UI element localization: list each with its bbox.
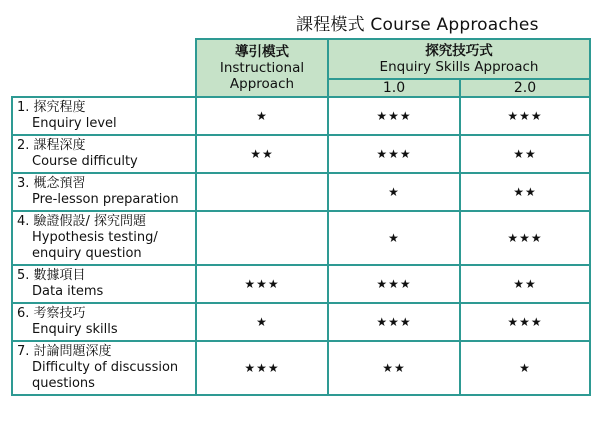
- rating-stars: ★★★: [328, 303, 460, 341]
- rating-stars: [196, 211, 328, 265]
- row-label-zh: 考察技巧: [33, 306, 86, 321]
- rating-stars: ★★★: [328, 135, 460, 173]
- table-row: [12, 341, 590, 395]
- row-number: 7.: [17, 344, 30, 359]
- instructional-header-en1: Instructional: [219, 60, 305, 76]
- row-label: [12, 97, 196, 135]
- rating-stars: ★: [460, 341, 590, 395]
- course-approaches-table: [11, 38, 591, 396]
- rating-stars: ★★: [460, 135, 590, 173]
- enquiry-header-zh: 探究技巧式: [425, 43, 493, 59]
- row-label: [12, 135, 196, 173]
- rating-stars: ★★★: [196, 265, 328, 303]
- row-number: 4.: [17, 214, 30, 229]
- row-label-en: Course difficulty: [32, 154, 138, 169]
- enquiry-header-en: Enquiry Skills Approach: [379, 59, 539, 75]
- row-label: [12, 211, 196, 265]
- row-label-en: Hypothesis testing/: [32, 230, 158, 245]
- rating-stars: ★: [196, 303, 328, 341]
- row-number: 5.: [17, 268, 30, 283]
- row-label-en: questions: [32, 376, 95, 391]
- rating-stars: ★★: [196, 135, 328, 173]
- rating-stars: ★★★: [460, 303, 590, 341]
- row-number: 6.: [17, 306, 30, 321]
- rating-stars: ★★: [460, 265, 590, 303]
- enquiry-version-2-header: 2.0: [460, 79, 590, 97]
- row-label: [12, 265, 196, 303]
- table-row: [12, 173, 590, 211]
- rating-stars: ★★★: [460, 97, 590, 135]
- row-label-en: enquiry question: [32, 246, 142, 261]
- rating-stars: ★★★: [328, 97, 460, 135]
- rating-stars: [196, 173, 328, 211]
- row-label-en: Data items: [32, 284, 104, 299]
- rating-stars: ★: [328, 211, 460, 265]
- row-label: [12, 341, 196, 395]
- row-label-en: Pre-lesson preparation: [32, 192, 179, 207]
- table-row: [12, 265, 590, 303]
- header-blank-cell: [12, 39, 196, 97]
- row-number: 2.: [17, 138, 30, 153]
- instructional-approach-header: [196, 39, 328, 97]
- row-label-en: Enquiry skills: [32, 322, 118, 337]
- enquiry-approach-header: [328, 39, 590, 79]
- rating-stars: ★★★: [460, 211, 590, 265]
- row-label-en: Difficulty of discussion: [32, 360, 179, 375]
- rating-stars: ★★: [328, 341, 460, 395]
- instructional-header-zh: 導引模式: [235, 44, 289, 60]
- row-label-zh: 課程深度: [33, 138, 86, 153]
- row-label-zh: 驗證假設/ 探究問題: [33, 214, 147, 229]
- rating-stars: ★: [196, 97, 328, 135]
- row-label: [12, 173, 196, 211]
- rating-stars: ★★: [460, 173, 590, 211]
- rating-stars: ★★★: [328, 265, 460, 303]
- rating-stars: ★★★: [196, 341, 328, 395]
- table-row: [12, 135, 590, 173]
- row-label-zh: 數據項目: [33, 268, 86, 283]
- table-row: [12, 97, 590, 135]
- table-row: [12, 211, 590, 265]
- row-number: 1.: [17, 100, 30, 115]
- page-title: 課程模式 Course Approaches: [296, 15, 539, 35]
- row-label-en: Enquiry level: [32, 116, 117, 131]
- row-label-zh: 探究程度: [33, 100, 86, 115]
- enquiry-version-1-header: 1.0: [328, 79, 460, 97]
- row-label-zh: 概念預習: [33, 176, 86, 191]
- row-label-zh: 討論問題深度: [33, 344, 112, 359]
- row-number: 3.: [17, 176, 30, 191]
- row-label: [12, 303, 196, 341]
- table-row: [12, 303, 590, 341]
- rating-stars: ★: [328, 173, 460, 211]
- instructional-header-en2: Approach: [229, 76, 295, 92]
